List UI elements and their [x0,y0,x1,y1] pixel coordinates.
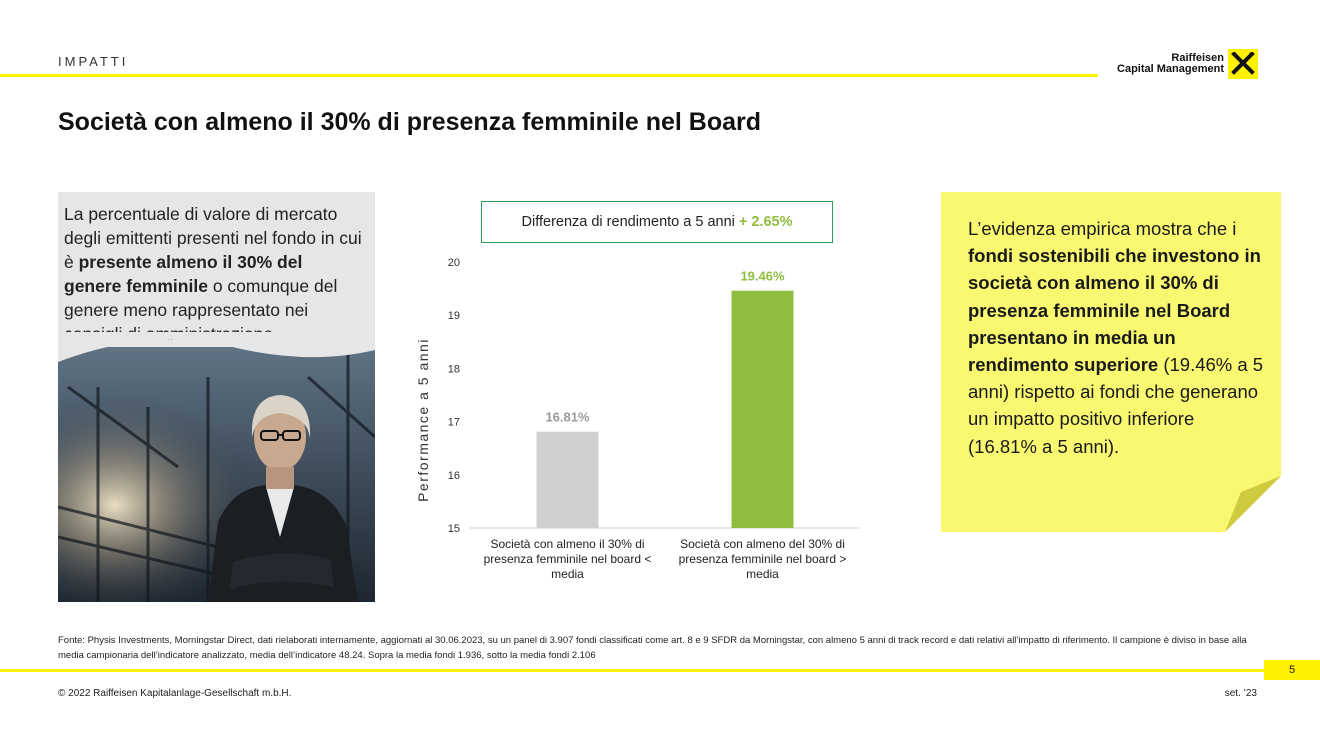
x-label-2-line-1: Società con almeno del 30% di [680,537,845,551]
note-text-bold: fondi sostenibili che investono in società con almeno il 30% di presenza femminile nel Board presentano in media un rendimento superiore [968,245,1261,376]
left-text-part-1: La percentuale di valore di mercato degli emittenti presenti nel fondo in cui è [64,204,362,272]
page-number: 5 [1264,660,1320,680]
y-axis-ticks [448,257,460,535]
wave-divider [58,332,375,372]
bar-2 [732,291,794,528]
note-text-part-1: L’evidenza empirica mostra che i [968,218,1237,239]
x-label-1-line-3: media [551,567,584,581]
note-text [968,215,1268,460]
left-description [64,202,364,346]
difference-label: Differenza di rendimento a 5 anni [521,214,735,230]
y-axis-title: Performance a 5 anni [415,338,431,502]
y-tick-15: 15 [447,523,460,535]
x-axis-labels [484,537,847,581]
y-tick-19: 19 [447,310,460,323]
left-text-part-2: o comunque del genere meno rappresentato nei [64,276,338,320]
data-label-1: 16.81% [545,409,590,425]
data-label-2: 19.46% [740,268,785,284]
y-tick-20: 20 [447,257,460,269]
y-tick-18: 18 [447,363,460,376]
x-label-2-line-3: media [746,567,779,581]
raiffeisen-logo [1117,49,1258,79]
left-info-panel [58,192,375,602]
performance-bar-chart [400,190,880,600]
left-text-bold: presente almeno il 30% del genere femminile [64,252,303,296]
note-text-part-2: (19.46% a 5 anni) rispetto ai fondi che generano un impatto positivo inferiore (16.81% a 5 anni). [968,354,1264,457]
source-footnote: Fonte: Physis Investments, Morningstar Direct, dati rielaborati internamente, aggiornati al 30.06.2023, su un panel di 3.907 fondi classificati come art. 8 e 9 SFDR da Morningstar, con almeno 5 anni di track record e dati relativi all’impatto di riferimento. Il campione è diviso in base alla media campionaria dell’indicatore analizzato, media dell’indicatore 48.24. Sopra la media fondi 1.936, sotto la media fondi 2.106 [58,635,1247,661]
logo-line-2: Capital Management [1117,63,1224,75]
slide-date: set. ’23 [1224,688,1257,699]
logo-line-1: Raiffeisen [1171,52,1224,64]
difference-value: + 2.65% [738,214,793,230]
page-title: Società con almeno il 30% di presenza femminile nel Board [58,108,761,136]
x-label-1-line-2: presenza femminile nel board < [483,552,652,566]
copyright: © 2022 Raiffeisen Kapitalanlage-Gesellschaft m.b.H. [58,688,292,699]
gable-cross-icon [1228,49,1258,79]
woman-portrait-photo [58,347,375,602]
bar-1 [537,432,599,528]
logo-text [1117,53,1224,75]
difference-box [481,201,833,243]
x-label-2-line-2: presenza femminile nel board > [678,552,847,566]
x-label-1-line-1: Società con almeno il 30% di [490,537,645,551]
section-label: IMPATTI [58,54,129,69]
y-tick-16: 16 [447,469,460,482]
footer-divider [0,669,1320,672]
header-divider [0,74,1098,77]
y-tick-17: 17 [447,416,460,429]
